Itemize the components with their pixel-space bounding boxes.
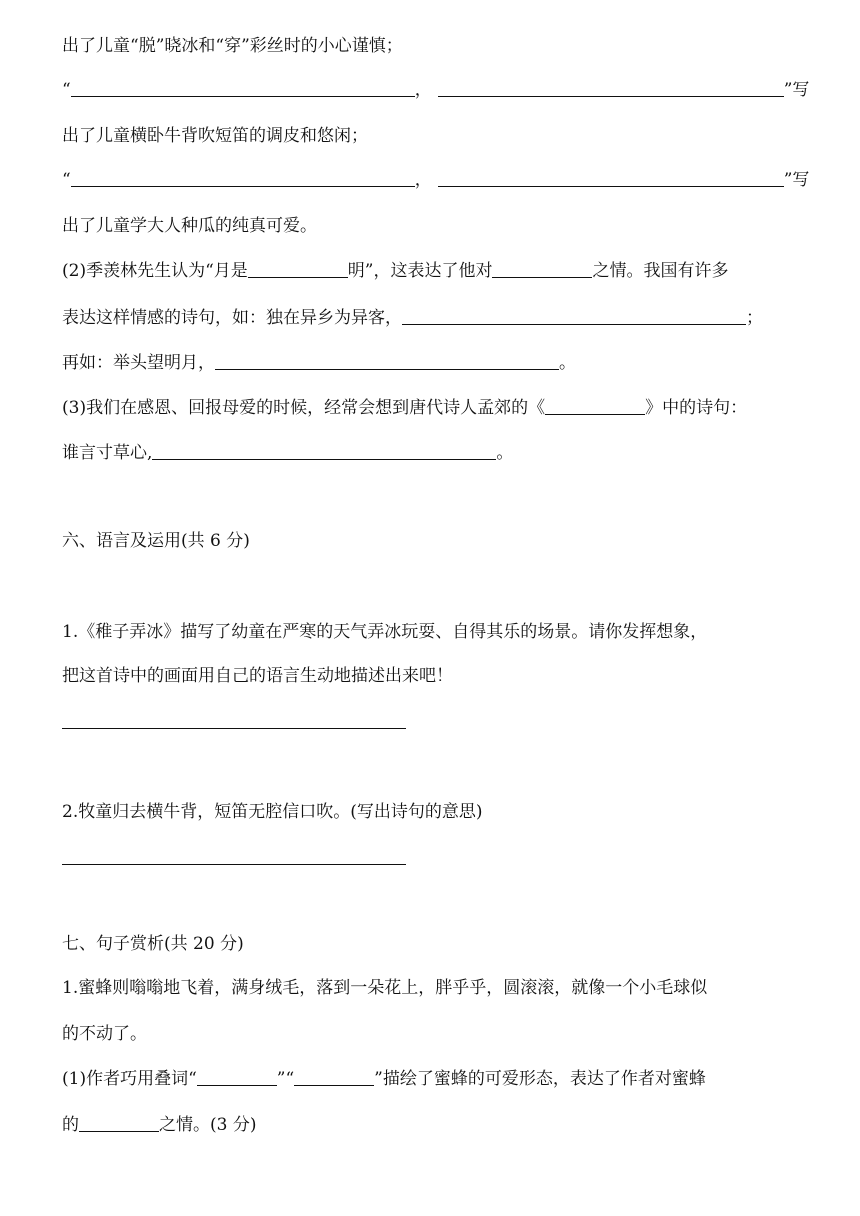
- poem-line-2: [62, 78, 809, 102]
- question-text: 》中的诗句：: [645, 398, 748, 418]
- answer-line[interactable]: [62, 728, 406, 729]
- section-7-question-1-line-1: 1.蜜蜂则嗡嗡地飞着，满身绒毛，落到一朵花上，胖乎乎，圆滚滚，就像一个小毛球似: [62, 978, 708, 998]
- fill-blank[interactable]: [197, 1084, 277, 1086]
- section-6-question-1-line-2: 把这首诗中的画面用自己的语言生动地描述出来吧！: [62, 666, 453, 686]
- fill-blank[interactable]: [71, 95, 415, 97]
- question-text: (3)我们在感恩、回报母爱的时候，经常会想到唐代诗人孟郊的《: [62, 398, 546, 418]
- question-text: 明”，这表达了他对: [347, 261, 493, 281]
- question-text: ”描绘了蜜蜂的可爱形态，表达了作者对蜜蜂: [374, 1069, 706, 1089]
- close-quote: ”写: [783, 170, 810, 190]
- fill-blank[interactable]: [545, 413, 645, 415]
- question-text: 再如：举头望明月，: [62, 353, 215, 373]
- section-6-question-1-line-1: 1.《稚子弄冰》描写了幼童在严寒的天气弄冰玩耍、自得其乐的场景。请你发挥想象，: [62, 622, 708, 642]
- fill-blank[interactable]: [438, 95, 784, 97]
- answer-line[interactable]: [62, 864, 406, 865]
- question-2-line-1: [62, 259, 728, 283]
- question-text: (1)作者巧用叠词“: [62, 1069, 197, 1089]
- fill-blank[interactable]: [438, 185, 784, 187]
- open-quote: “: [62, 170, 71, 190]
- comma: ，: [414, 80, 432, 100]
- fill-blank[interactable]: [71, 185, 415, 187]
- question-2-line-2: [62, 306, 763, 330]
- fill-blank[interactable]: [294, 1084, 374, 1086]
- open-quote: “: [62, 80, 71, 100]
- question-text: ”“: [276, 1069, 295, 1089]
- poem-line-3: 出了儿童横卧牛背吹短笛的调皮和悠闲；: [62, 126, 368, 146]
- fill-blank[interactable]: [402, 323, 746, 325]
- comma: ，: [414, 170, 432, 190]
- fill-blank[interactable]: [152, 458, 496, 460]
- question-text: 。: [496, 443, 514, 463]
- question-text: (2)季羡林先生认为“月是: [62, 261, 248, 281]
- section-7-title: 七、句子赏析(共 20 分): [62, 934, 244, 954]
- question-2-line-3: [62, 351, 576, 375]
- question-text: ；: [746, 308, 763, 328]
- section-7-question-1-line-2: 的不动了。: [62, 1024, 147, 1044]
- question-text: 之情。我国有许多: [592, 261, 729, 281]
- question-text: 谁言寸草心,: [62, 443, 153, 463]
- section-7-part-1-line-2: [62, 1113, 256, 1137]
- section-7-part-1-line-1: [62, 1067, 706, 1091]
- question-text: 。: [559, 353, 576, 373]
- fill-blank[interactable]: [248, 276, 348, 278]
- question-text: 之情。(3 分): [159, 1115, 257, 1135]
- question-3-line-2: [62, 441, 513, 465]
- fill-blank[interactable]: [79, 1130, 159, 1132]
- fill-blank[interactable]: [492, 276, 592, 278]
- poem-line-1: 出了儿童“脱”晓冰和“穿”彩丝时的小心谨慎；: [62, 36, 403, 56]
- question-3-line-1: [62, 396, 747, 420]
- section-6-title: 六、语言及运用(共 6 分): [62, 531, 250, 551]
- poem-line-4: [62, 168, 809, 192]
- poem-line-5: 出了儿童学大人种瓜的纯真可爱。: [62, 216, 317, 236]
- close-quote: ”写: [783, 80, 810, 100]
- question-text: 的: [62, 1115, 79, 1135]
- fill-blank[interactable]: [215, 368, 559, 370]
- section-6-question-2: 2.牧童归去横牛背，短笛无腔信口吹。(写出诗句的意思): [62, 802, 483, 822]
- question-text: 表达这样情感的诗句，如：独在异乡为异客，: [62, 308, 402, 328]
